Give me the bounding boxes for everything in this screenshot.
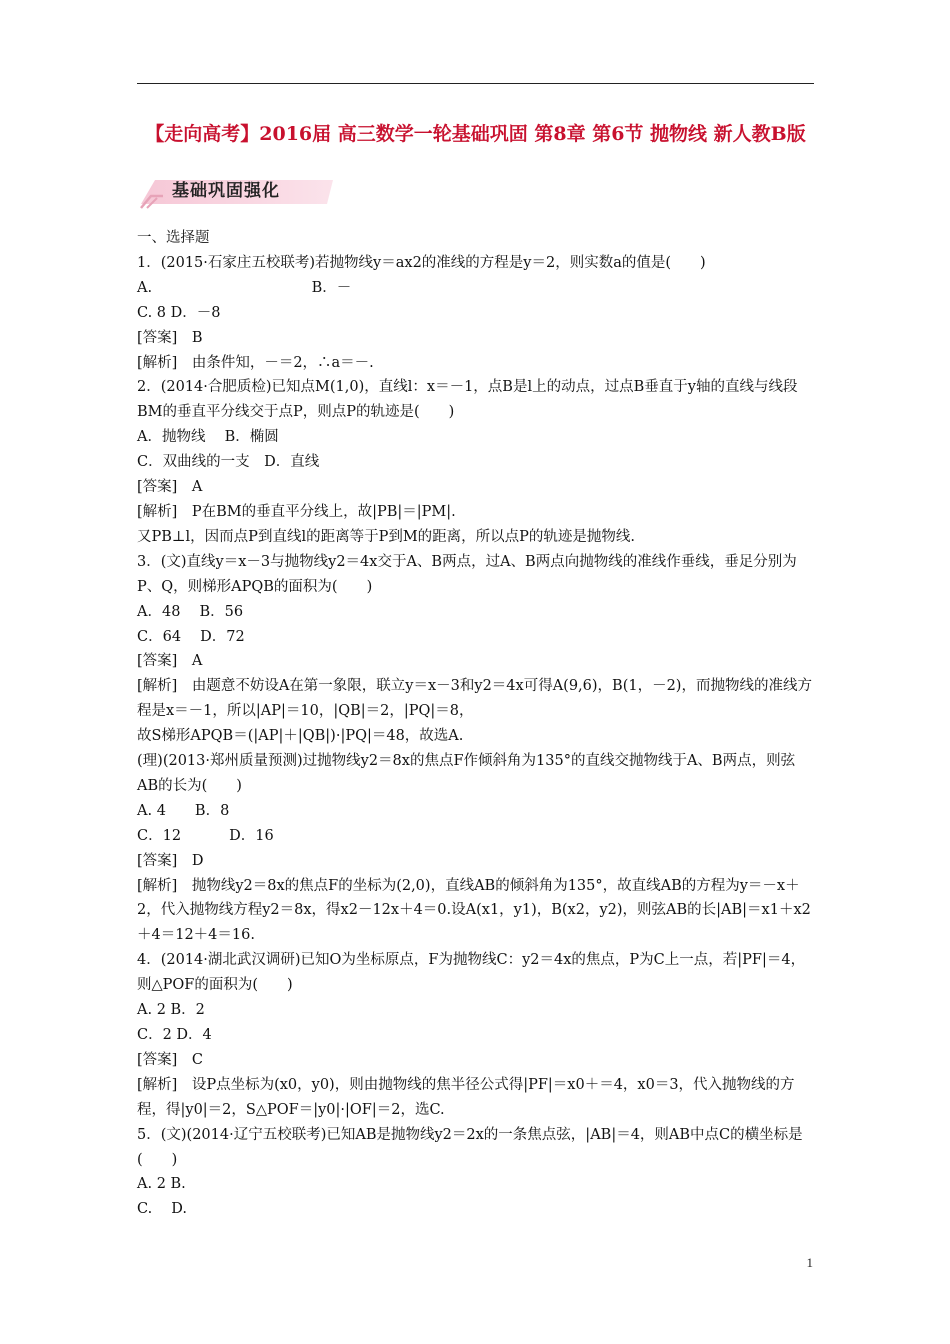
options-3a: A．48 B．56 [137,603,244,620]
analysis-3a: [解析] 由题意不妨设A在第一象限，联立y＝x－3和y2＝4x可得A(9,6)，B(1，－2)，而抛物线的准线方程是x＝－1，所以|AP|＝10，|QB|＝2，|PQ|＝8， [137,678,812,720]
options-3-li-a: A. 4 B．8 [137,802,230,819]
answer-2: [答案] A [137,479,203,496]
question-1: 1．(2015·石家庄五校联考)若抛物线y＝ax2的准线的方程是y＝2，则实数a的值是( ) [137,254,706,271]
question-3: 3．(文)直线y＝x－3与抛物线y2＝4x交于A、B两点，过A、B两点向抛物线的准线作垂线，垂足分别为P、Q，则梯形APQB的面积为( ) [137,553,797,595]
answer-4: [答案] C [137,1051,203,1068]
answer-3-li: [答案] D [137,852,204,869]
options-4a: A. 2 B．2 [137,1002,205,1019]
question-5: 5．(文)(2014·辽宁五校联考)已知AB是抛物线y2＝2x的一条焦点弦，|AB|＝4，则AB中点C的横坐标是( ) [137,1126,803,1168]
options-2b: C．双曲线的一支 D．直线 [137,454,320,471]
question-4: 4．(2014·湖北武汉调研)已知O为坐标原点，F为抛物线C：y2＝4x的焦点，P为C上一点，若|PF|＝4，则△POF的面积为( ) [137,952,806,994]
analysis-2a: [解析] P在BM的垂直平分线上，故|PB|＝|PM|. [137,503,456,520]
options-3b: C．64 D．72 [137,628,245,645]
analysis-3-li: [解析] 抛物线y2＝8x的焦点F的坐标为(2,0)，直线AB的倾斜角为135°，故直线AB的方程为y＝－x＋2，代入抛物线方程y2＝8x，得x2－12x＋4＝0.设A(x1，y1)，B(x2，y2)，则弦AB的长|AB|＝x1＋x2＋4＝12＋4＝16. [137,877,811,944]
document-title: 【走向高考】2016届 高三数学一轮基础巩固 第8章 第6节 抛物线 新人教B版 [145,123,806,145]
analysis-1: [解析] 由条件知，－＝2，∴a＝－. [137,354,374,371]
analysis-2b: 又PB⊥l，因而点P到直线l的距离等于P到M的距离，所以点P的轨迹是抛物线. [137,528,636,545]
question-2: 2．(2014·合肥质检)已知点M(1,0)，直线l：x＝－1，点B是l上的动点，过点B垂直于y轴的直线与线段BM的垂直平分线交于点P，则点P的轨迹是( ) [137,379,798,421]
answer-1: [答案] B [137,329,203,346]
options-1a: A. B．－ [137,279,352,296]
banner-label: 基础巩固强化 [172,181,280,201]
options-3-li-b: C．12 D．16 [137,827,274,844]
options-5a: A. 2 B. [137,1176,186,1193]
options-5b: C. D. [137,1201,188,1218]
document-body [137,226,814,1222]
section-heading: 一、选择题 [137,230,210,246]
analysis-3b: 故S梯形APQB＝(|AP|＋|QB|)·|PQ|＝48，故选A. [137,728,464,745]
analysis-4: [解析] 设P点坐标为(x0，y0)，则由抛物线的焦半径公式得|PF|＝x0＋＝4，x0＝3，代入抛物线的方程，得|y0|＝2，S△POF＝|y0|·|OF|＝2，选C. [137,1076,795,1118]
answer-3: [答案] A [137,653,203,670]
header-rule [137,83,814,84]
options-2a: A．抛物线 B．椭圆 [137,429,279,446]
page-number: 1 [806,1255,813,1270]
options-1b: C. 8 D．－8 [137,304,221,321]
options-4b: C．2 D．4 [137,1027,212,1043]
question-3-li: (理)(2013·郑州质量预测)过抛物线y2＝8x的焦点F作倾斜角为135°的直线交抛物线于A、B两点，则弦AB的长为( ) [137,753,796,794]
